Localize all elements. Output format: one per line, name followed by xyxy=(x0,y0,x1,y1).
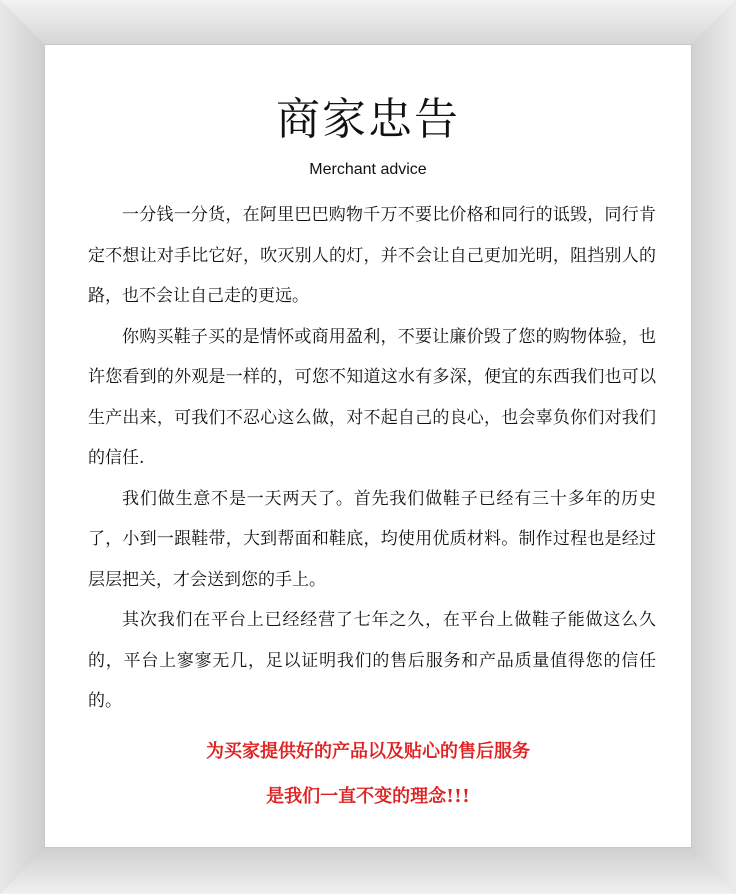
frame-right xyxy=(692,0,736,894)
frame-top xyxy=(0,0,736,44)
paragraph-history: 我们做生意不是一天两天了。首先我们做鞋子已经有三十多年的历史了，小到一跟鞋带，大到帮面和鞋底，均使用优质材料。制作过程也是经过层层把关，才会送到您的手上。 xyxy=(88,488,656,590)
notice-paper xyxy=(44,44,692,848)
slogan-line-1: 为买家提供好的产品以及贴心的售后服务 xyxy=(206,741,530,762)
paragraph-price: 一分钱一分货，在阿里巴巴购物千万不要比价格和同行的诋毁，同行肯定不想让对手比它好，吹灭别人的灯，并不会让自己更加光明，阻挡别人的路，也不会让自己走的更远。 xyxy=(88,205,656,306)
paragraph-platform: 其次我们在平台上已经经营了七年之久，在平台上做鞋子能做这么久的，平台上寥寥无几，足以证明我们的售后服务和产品质量值得您的信任的。 xyxy=(88,610,656,711)
page-title: 商家忠告 xyxy=(276,94,460,145)
slogan-line-2: 是我们一直不变的理念!!! xyxy=(266,786,470,807)
paragraph-quality: 你购买鞋子买的是情怀或商用盈利，不要让廉价毁了您的购物体验，也许您看到的外观是一样的，可您不知道这水有多深，便宜的东西我们也可以生产出来，可我们不忍心这么做，对不起自己的良心，也会辜负你们对我们的信任. xyxy=(88,326,656,468)
frame-left xyxy=(0,0,44,894)
notice-body xyxy=(88,195,656,722)
frame-bottom xyxy=(0,848,736,894)
page-subtitle: Merchant advice xyxy=(309,161,427,178)
